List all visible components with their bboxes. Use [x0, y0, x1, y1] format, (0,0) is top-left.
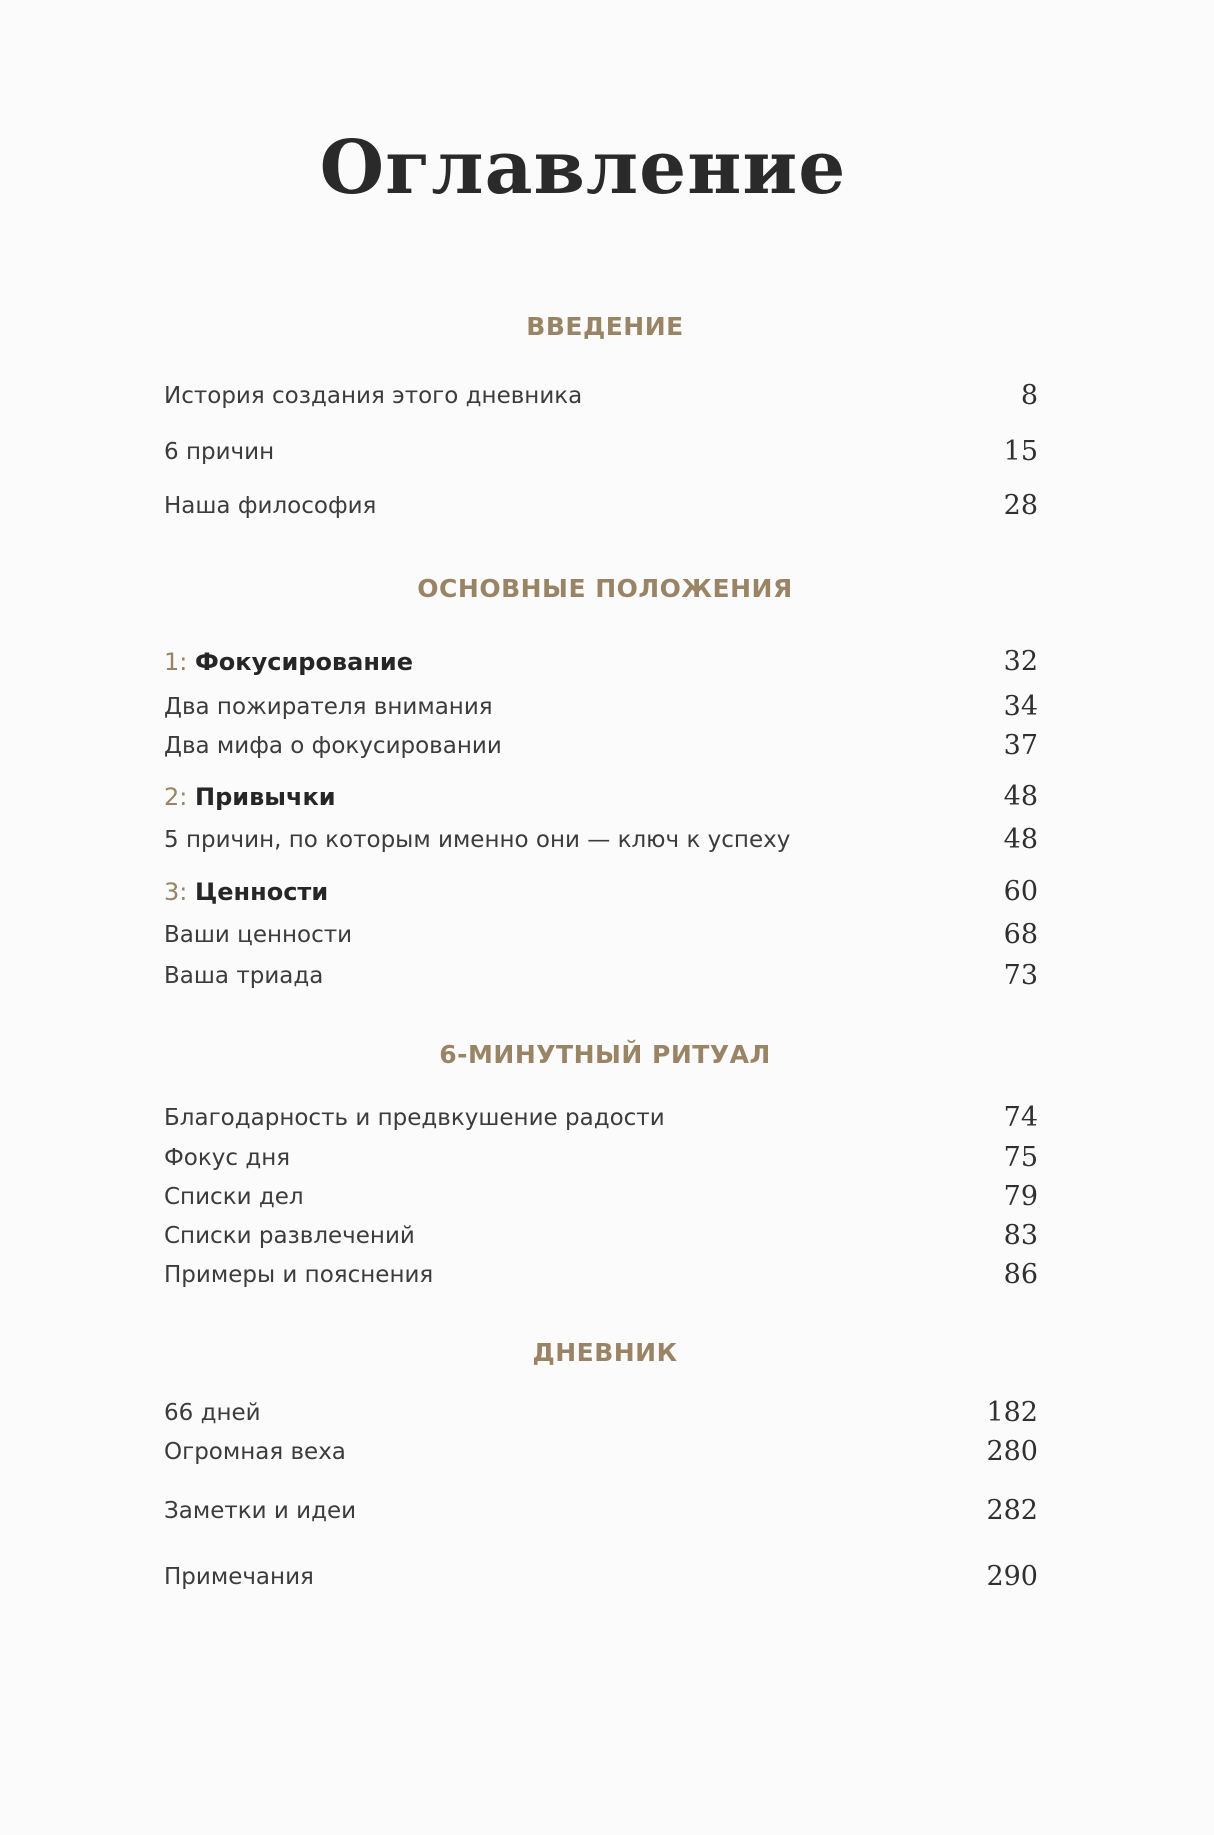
toc-entry-page: 15: [1003, 436, 1038, 467]
toc-entry-page: 28: [1003, 490, 1038, 521]
toc-entry-label: Наша философия: [164, 493, 377, 519]
toc-entry-page: 280: [986, 1436, 1038, 1467]
toc-entry-label: Ваши ценности: [164, 922, 353, 948]
toc-entry-page: 73: [1003, 960, 1038, 991]
section-heading-ritual: 6-МИНУТНЫЙ РИТУАЛ: [439, 1040, 771, 1069]
toc-entry[interactable]: [164, 434, 1038, 470]
toc-entry-page: 79: [1003, 1181, 1038, 1212]
toc-entry-page: 86: [1003, 1259, 1038, 1290]
toc-entry-page: 32: [1003, 646, 1038, 677]
chapter-title: Привычки: [195, 783, 336, 811]
toc-entry-label: Два пожирателя внимания: [164, 694, 493, 720]
chapter-title: Фокусирование: [195, 648, 413, 676]
toc-entry-page: 290: [986, 1561, 1038, 1592]
toc-entry[interactable]: [164, 1257, 1038, 1293]
toc-entry[interactable]: [164, 488, 1038, 524]
toc-entry-label: Списки дел: [164, 1184, 304, 1210]
toc-chapter-label: [164, 779, 336, 815]
toc-entry-page: 182: [986, 1397, 1038, 1428]
toc-entry-page: 48: [1003, 824, 1038, 855]
page-title: Оглавление: [319, 125, 847, 211]
toc-entry-page: 68: [1003, 919, 1038, 950]
toc-chapter[interactable]: [164, 779, 1038, 815]
chapter-number: 3:: [164, 878, 188, 906]
toc-entry[interactable]: [164, 378, 1038, 414]
toc-entry-label: История создания этого дневника: [164, 383, 583, 409]
toc-entry-page: 83: [1003, 1220, 1038, 1251]
toc-entry-label: Два мифа о фокусировании: [164, 733, 502, 759]
toc-entry-label: 66 дней: [164, 1400, 261, 1426]
toc-entry[interactable]: [164, 728, 1038, 764]
toc-entry[interactable]: [164, 1395, 1038, 1431]
toc-entry-page: 282: [986, 1495, 1038, 1526]
toc-entry-label: Примечания: [164, 1564, 314, 1590]
toc-entry-label: Списки развлечений: [164, 1223, 415, 1249]
toc-entry-label: Заметки и идеи: [164, 1498, 357, 1524]
toc-entry[interactable]: [164, 1559, 1038, 1595]
toc-entry-page: 34: [1003, 691, 1038, 722]
toc-entry-label: Фокус дня: [164, 1145, 291, 1171]
toc-entry-page: 48: [1003, 781, 1038, 812]
toc-entry-page: 60: [1003, 876, 1038, 907]
toc-chapter-label: [164, 644, 413, 680]
toc-entry[interactable]: [164, 1179, 1038, 1215]
chapter-title: Ценности: [195, 878, 329, 906]
toc-entry[interactable]: [164, 689, 1038, 725]
toc-chapter[interactable]: [164, 644, 1038, 680]
chapter-number: 2:: [164, 783, 188, 811]
toc-entry[interactable]: [164, 1218, 1038, 1254]
toc-entry[interactable]: [164, 917, 1038, 953]
toc-entry[interactable]: [164, 1100, 1038, 1136]
toc-entry[interactable]: [164, 822, 1038, 858]
section-heading-basics: ОСНОВНЫЕ ПОЛОЖЕНИЯ: [417, 574, 793, 603]
section-heading-diary: ДНЕВНИК: [532, 1338, 678, 1367]
toc-entry[interactable]: [164, 1140, 1038, 1176]
toc-chapter[interactable]: [164, 874, 1038, 910]
chapter-number: 1:: [164, 648, 188, 676]
toc-entry-label: Примеры и пояснения: [164, 1262, 434, 1288]
toc-entry-page: 37: [1003, 730, 1038, 761]
toc-entry-label: Ваша триада: [164, 963, 324, 989]
toc-entry-label: 5 причин, по которым именно они — ключ к успеху: [164, 827, 791, 853]
toc-entry-label: 6 причин: [164, 439, 275, 465]
toc-entry-page: 74: [1003, 1102, 1038, 1133]
toc-chapter-label: [164, 874, 328, 910]
section-heading-intro: ВВЕДЕНИЕ: [526, 312, 684, 341]
toc-entry-page: 75: [1003, 1142, 1038, 1173]
toc-entry-label: Благодарность и предвкушение радости: [164, 1105, 665, 1131]
toc-entry[interactable]: [164, 958, 1038, 994]
toc-entry-page: 8: [1020, 380, 1038, 411]
toc-entry-label: Огромная веха: [164, 1439, 346, 1465]
toc-entry[interactable]: [164, 1434, 1038, 1470]
toc-entry[interactable]: [164, 1493, 1038, 1529]
